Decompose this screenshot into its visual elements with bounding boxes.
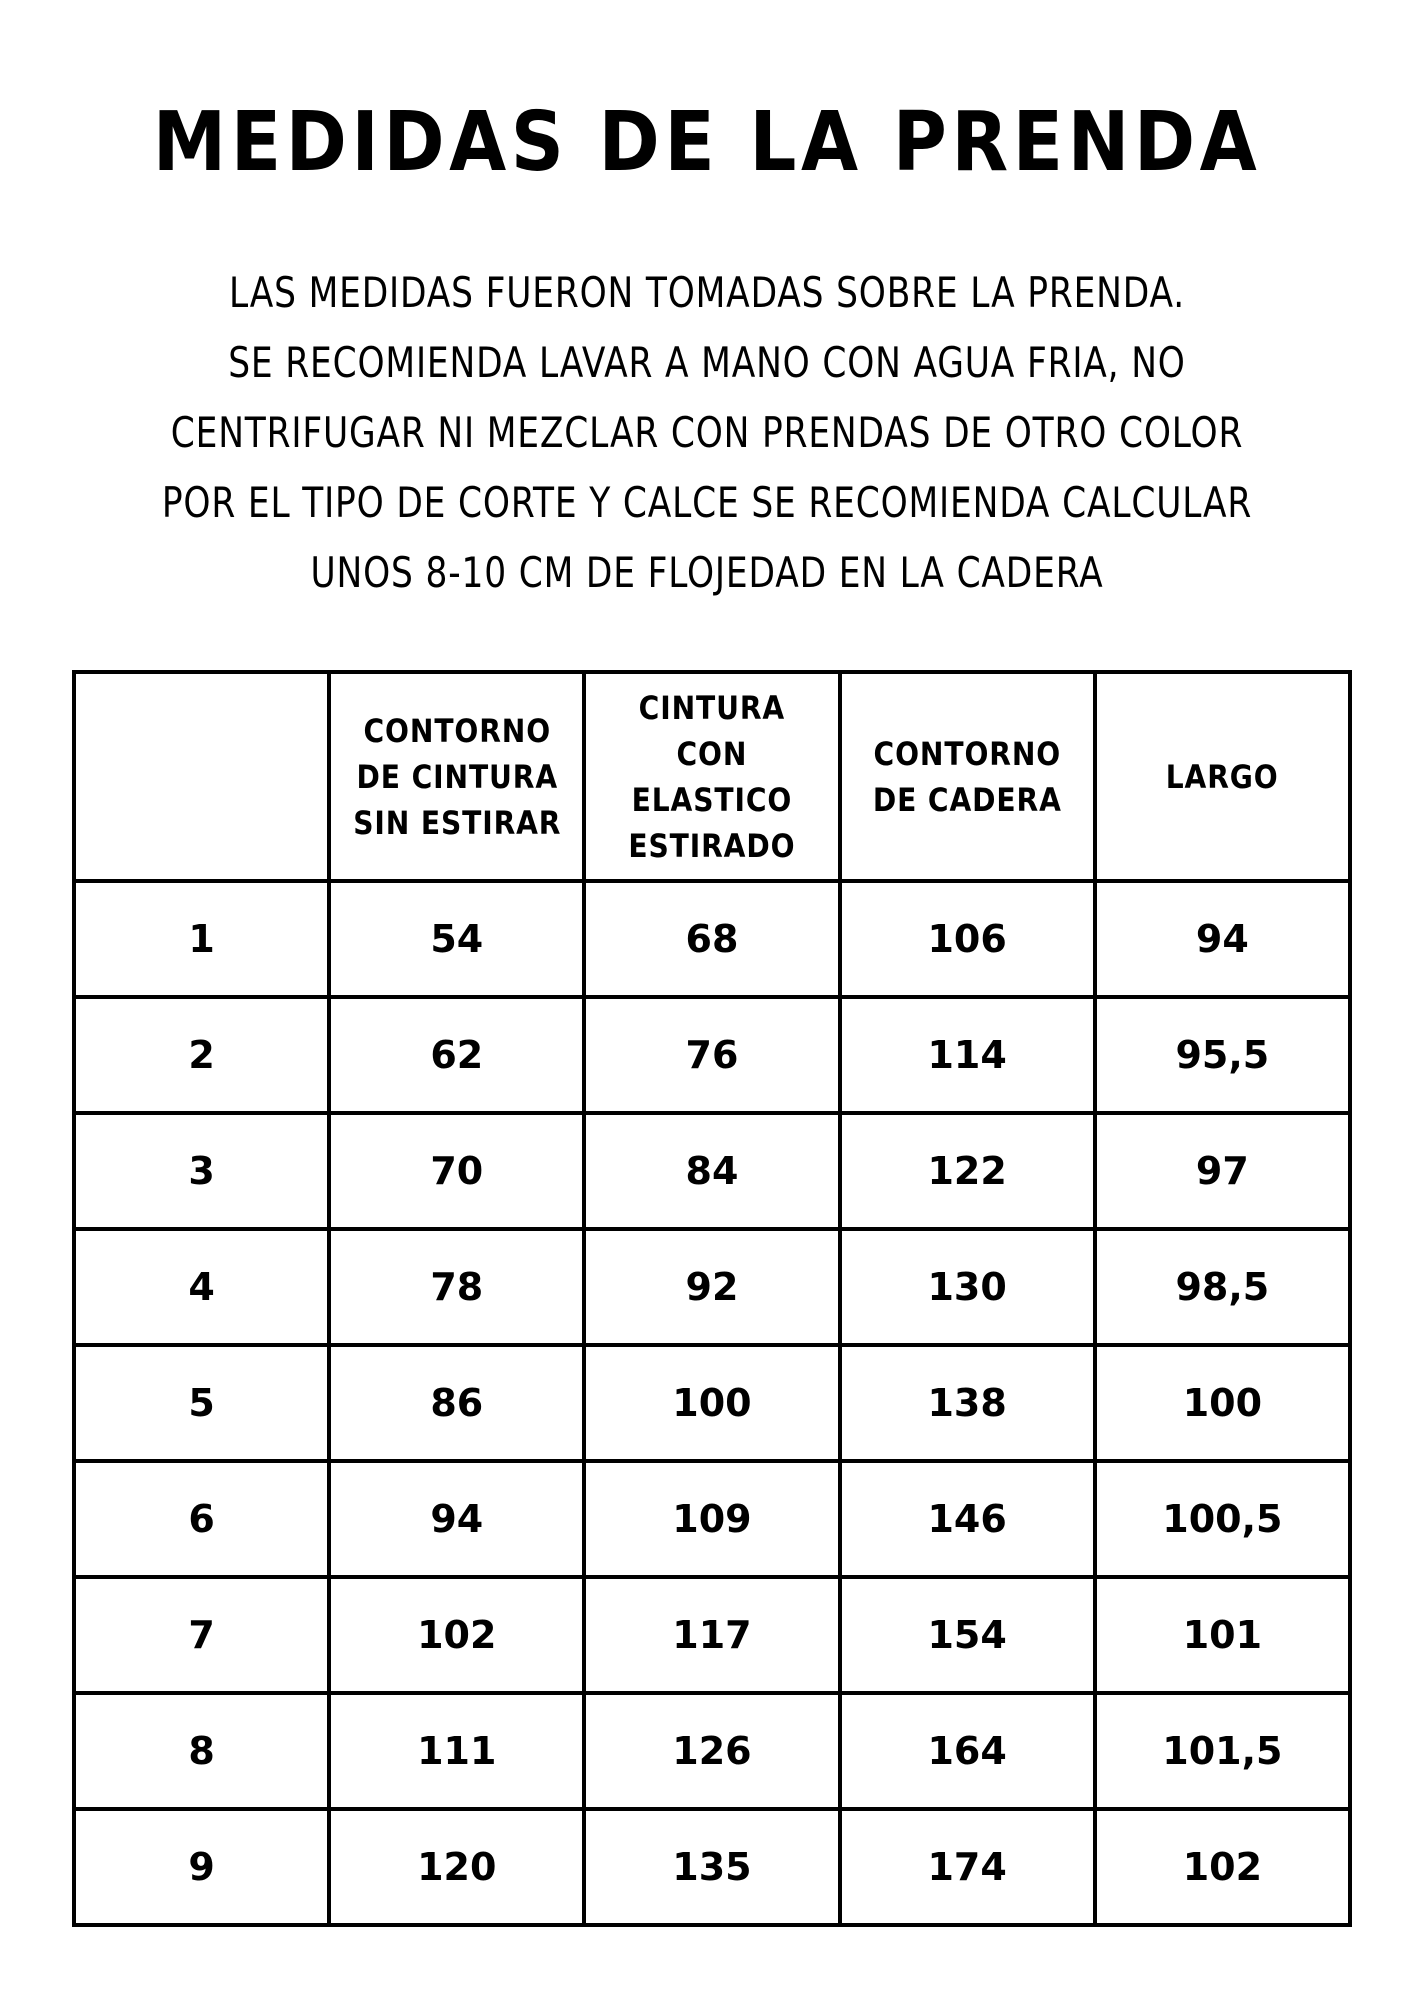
hip-cell: 164 [840, 1693, 1095, 1809]
header-row [74, 672, 1350, 881]
waist-stretched-cell: 117 [584, 1577, 839, 1693]
hip-cell: 146 [840, 1461, 1095, 1577]
table-row [74, 881, 1350, 997]
waist-stretched-cell: 135 [584, 1809, 839, 1925]
table-row [74, 997, 1350, 1113]
header-length [1095, 672, 1350, 881]
size-cell: 8 [74, 1693, 329, 1809]
header-label: CONTORNO DE CADERA [872, 734, 1062, 819]
size-cell: 7 [74, 1577, 329, 1693]
waist-stretched-cell: 76 [584, 997, 839, 1113]
size-cell: 3 [74, 1113, 329, 1229]
size-cell: 4 [74, 1229, 329, 1345]
hip-cell: 106 [840, 881, 1095, 997]
note-line: UNOS 8-10 CM DE FLOJEDAD EN LA CADERA [310, 548, 1104, 597]
table-row [74, 1577, 1350, 1693]
note-line: LAS MEDIDAS FUERON TOMADAS SOBRE LA PRENDA. [228, 268, 1186, 317]
waist-unstretched-cell: 86 [329, 1345, 584, 1461]
hip-cell: 122 [840, 1113, 1095, 1229]
table-body [74, 881, 1350, 1925]
waist-stretched-cell: 109 [584, 1461, 839, 1577]
note-line: SE RECOMIENDA LAVAR A MANO CON AGUA FRIA, NO [228, 338, 1186, 387]
length-cell: 101,5 [1095, 1693, 1350, 1809]
length-cell: 94 [1095, 881, 1350, 997]
waist-stretched-cell: 84 [584, 1113, 839, 1229]
hip-cell: 114 [840, 997, 1095, 1113]
waist-unstretched-cell: 62 [329, 997, 584, 1113]
note-line: CENTRIFUGAR NI MEZCLAR CON PRENDAS DE OTRO COLOR [170, 408, 1244, 457]
care-notes [0, 258, 1414, 608]
note-line: POR EL TIPO DE CORTE Y CALCE SE RECOMIENDA CALCULAR [161, 478, 1253, 527]
size-cell: 1 [74, 881, 329, 997]
hip-cell: 174 [840, 1809, 1095, 1925]
length-cell: 100,5 [1095, 1461, 1350, 1577]
header-label: CINTURA CON ELASTICO ESTIRADO [628, 688, 796, 865]
header-label: LARGO [1165, 757, 1279, 796]
waist-unstretched-cell: 54 [329, 881, 584, 997]
length-cell: 102 [1095, 1809, 1350, 1925]
page-title: MEDIDAS DE LA PRENDA [152, 95, 1262, 190]
table-row [74, 1693, 1350, 1809]
length-cell: 98,5 [1095, 1229, 1350, 1345]
waist-unstretched-cell: 78 [329, 1229, 584, 1345]
table-row [74, 1461, 1350, 1577]
table-row [74, 1345, 1350, 1461]
length-cell: 97 [1095, 1113, 1350, 1229]
length-cell: 101 [1095, 1577, 1350, 1693]
header-waist-stretched [584, 672, 839, 881]
hip-cell: 130 [840, 1229, 1095, 1345]
waist-stretched-cell: 100 [584, 1345, 839, 1461]
length-cell: 95,5 [1095, 997, 1350, 1113]
length-cell: 100 [1095, 1345, 1350, 1461]
waist-stretched-cell: 126 [584, 1693, 839, 1809]
waist-unstretched-cell: 94 [329, 1461, 584, 1577]
table-header [74, 672, 1350, 881]
waist-unstretched-cell: 102 [329, 1577, 584, 1693]
header-label: CONTORNO DE CINTURA SIN ESTIRAR [352, 711, 561, 842]
waist-unstretched-cell: 111 [329, 1693, 584, 1809]
header-hip [840, 672, 1095, 881]
size-cell: 5 [74, 1345, 329, 1461]
table-row [74, 1229, 1350, 1345]
size-cell: 9 [74, 1809, 329, 1925]
waist-stretched-cell: 92 [584, 1229, 839, 1345]
waist-unstretched-cell: 120 [329, 1809, 584, 1925]
size-cell: 6 [74, 1461, 329, 1577]
size-cell: 2 [74, 997, 329, 1113]
waist-stretched-cell: 68 [584, 881, 839, 997]
header-size-cell [74, 672, 329, 881]
waist-unstretched-cell: 70 [329, 1113, 584, 1229]
header-waist-unstretched [329, 672, 584, 881]
hip-cell: 154 [840, 1577, 1095, 1693]
table-row [74, 1809, 1350, 1925]
measurements-table [72, 670, 1352, 1927]
table-row [74, 1113, 1350, 1229]
hip-cell: 138 [840, 1345, 1095, 1461]
